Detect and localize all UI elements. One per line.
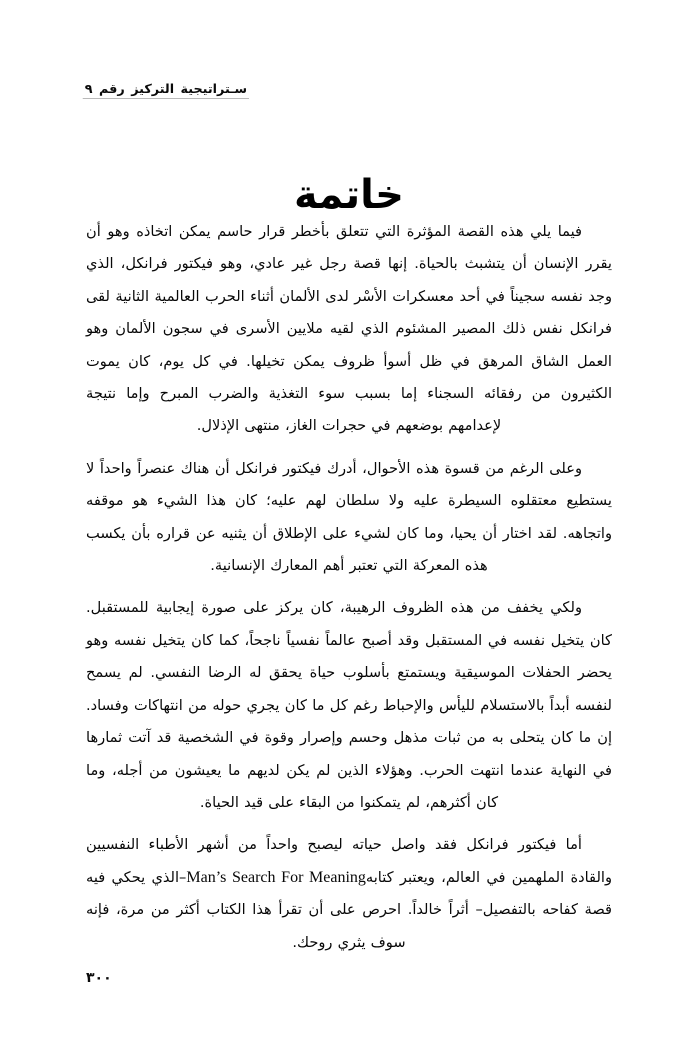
book-title-latin: Man’s Search For Meaning [186, 868, 366, 886]
paragraph-1: فيما يلي هذه القصة المؤثرة التي تتعلق بأخطر قرار حاسم يمكن اتخاذه وهو أن يقرر الإنسان أن يتشبث بالحياة. إنها قصة رجل غير عادي، وهو فيكتور فرانكل، الذي وجد نفسه سجيناً في أحد معسكرات الأسْر لدى الألمان أثناء الحرب العالمية الثانية لقى فرانكل نفس ذلك المصير المشئوم الذي لقيه ملايين الأسرى في سجون الألمان وهو العمل الشاق المرهق في ظل أسوأ ظروف يمكن تخيلها. في كل يوم، كان يموت الكثيرون من رفقائه السجناء إما بسبب سوء التغذية والضرب المبرح وإما نتيجة لإعدامهم بوضعهم في حجرات الغاز، منتهى الإذلال. [86, 223, 612, 435]
body-text [86, 216, 612, 959]
paragraph-2: وعلى الرغم من قسوة هذه الأحوال، أدرك فيكتور فرانكل أن هناك عنصراً واحداً لا يستطيع معتقلوه السيطرة عليه ولا سلطان لهم عليه؛ كان هذا الشيء هو موقفه واتجاهه. لقد اختار أن يحيا، وما كان لشيء على الإطلاق أن يثنيه عن قراره بأن يكسب هذه المعركة التي تعتبر أهم المعارك الإنسانية. [86, 459, 612, 575]
paragraph-4-text-after-book-title: –الذي يحكي فيه قصة كفاحه بالتفصيل– أثراً خالداً. احرص على أن تقرأ هذا الكتاب أكثر من مرة، فإنه سوف يثري روحك. [86, 868, 612, 951]
paragraph-4 [86, 829, 612, 959]
paragraph-4-text-before-book-title: أما فيكتور فرانكل فقد واصل حياته ليصبح واحداً من أشهر الأطباء النفسيين والقادة الملهمين في العالم، ويعتبر كتابه [86, 836, 612, 886]
page-title: خاتمة [294, 171, 404, 218]
paragraph-3: ولكي يخفف من هذه الظروف الرهيبة، كان يركز على صورة إيجابية للمستقبل. كان يتخيل نفسه في المستقبل وقد أصبح عالماً نفسياً ناجحاً، كما كان يتخيل نفسه وهو يحضر الحفلات الموسيقية ويستمتع بأسلوب حياة يحقق له الرضا النفسي. لم يسمح لنفسه أبداً بالاستسلام لليأس والإحباط رغم كل ما كان يجري حوله من انتهاكات وفساد. إن ما كان يتحلى به من ثبات مذهل وحسم وإصرار وقوة في الشخصية قد آتت ثمارها في النهاية عندما انتهت الحرب. وهؤلاء الذين لم يكن لديهم ما يعيشون من أجله، وما كان أكثرهم، لم يتمكنوا من البقاء على قيد الحياة. [86, 599, 612, 811]
running-header-title: سـتراتيجية التركيز رقم ٩ [83, 82, 249, 99]
running-header [86, 78, 612, 99]
page-number: ٣٠٠ [86, 970, 112, 986]
